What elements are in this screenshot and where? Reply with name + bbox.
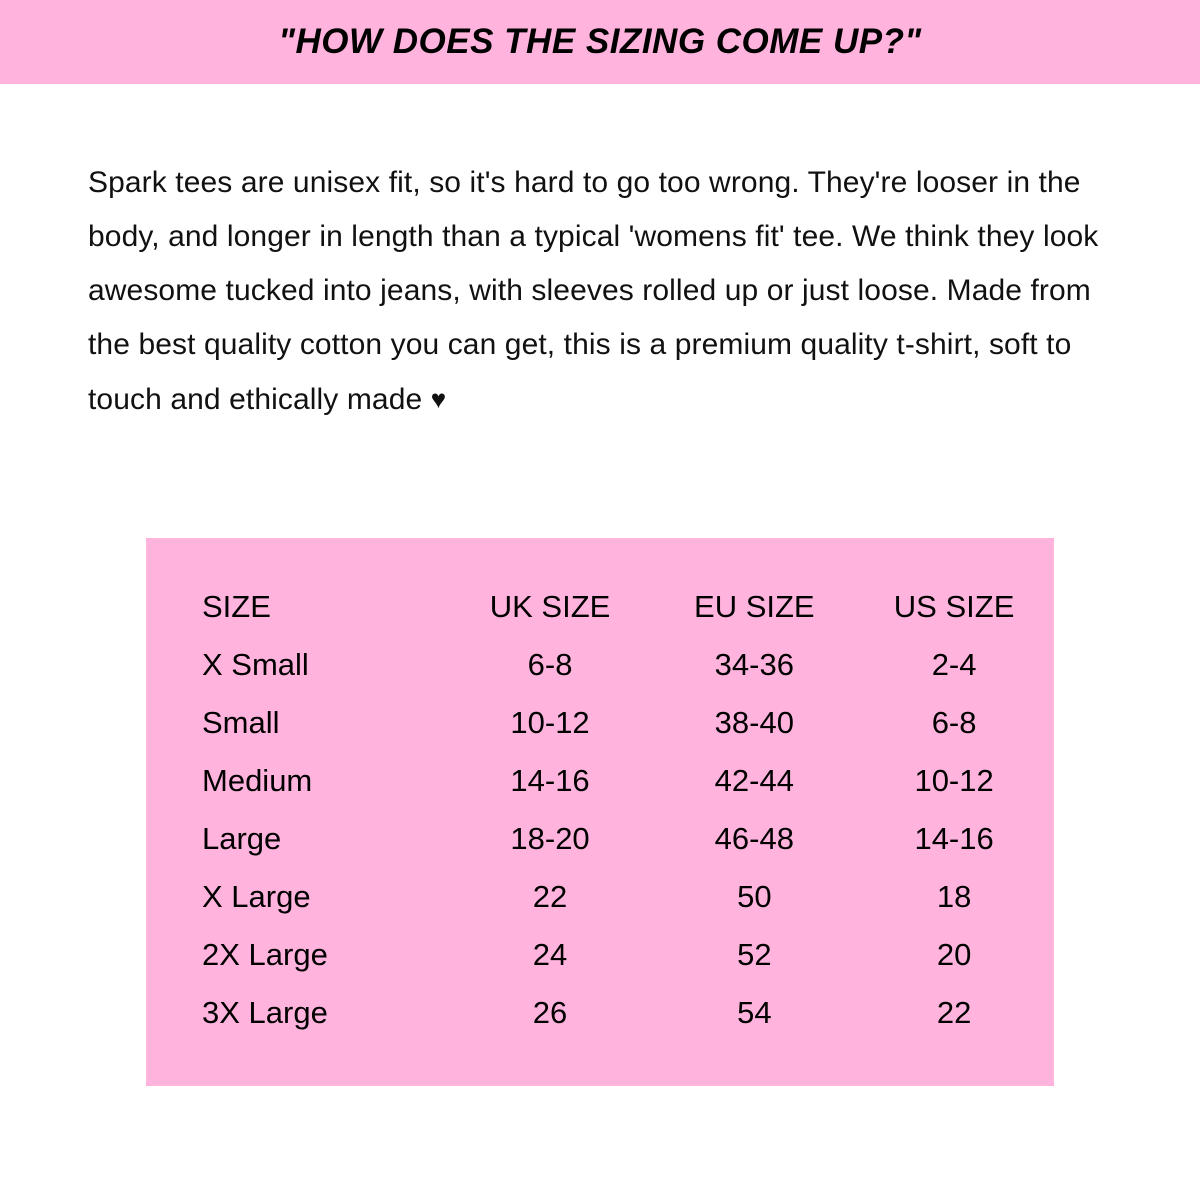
column-header-us-size: US SIZE	[893, 589, 1015, 624]
heart-icon: ♥	[430, 384, 447, 414]
page-title: "HOW DOES THE SIZING COME UP?"	[278, 22, 922, 61]
table-row	[146, 636, 1054, 694]
table-row	[146, 926, 1054, 984]
cell-size: Large	[202, 821, 282, 856]
column-header-eu-size: EU SIZE	[694, 589, 815, 624]
cell-eu: 38-40	[714, 705, 794, 740]
cell-size: 3X Large	[202, 995, 328, 1030]
cell-eu: 50	[737, 879, 772, 914]
cell-us: 14-16	[914, 821, 994, 856]
cell-eu: 46-48	[714, 821, 794, 856]
cell-us: 6-8	[931, 705, 977, 740]
cell-size: X Small	[202, 647, 309, 682]
column-header-size: SIZE	[202, 589, 271, 624]
size-table	[146, 578, 1054, 1042]
cell-size: Small	[202, 705, 280, 740]
table-row	[146, 984, 1054, 1042]
cell-uk: 10-12	[510, 705, 590, 740]
cell-eu: 52	[737, 937, 772, 972]
column-header-uk-size: UK SIZE	[489, 589, 611, 624]
table-row	[146, 868, 1054, 926]
cell-uk: 18-20	[510, 821, 590, 856]
table-row	[146, 752, 1054, 810]
cell-eu: 34-36	[714, 647, 794, 682]
description-paragraph	[88, 156, 1108, 427]
cell-us: 20	[936, 937, 972, 972]
cell-uk: 22	[532, 879, 568, 914]
cell-uk: 14-16	[510, 763, 590, 798]
cell-eu: 54	[737, 995, 772, 1030]
table-row	[146, 694, 1054, 752]
cell-size: X Large	[202, 879, 311, 914]
cell-us: 2-4	[931, 647, 977, 682]
cell-us: 18	[936, 879, 972, 914]
cell-size: 2X Large	[202, 937, 328, 972]
size-chart	[146, 538, 1054, 1086]
table-row	[146, 810, 1054, 868]
cell-uk: 6-8	[527, 647, 573, 682]
cell-us: 22	[936, 995, 972, 1030]
header-banner	[0, 0, 1200, 84]
cell-eu: 42-44	[714, 763, 794, 798]
cell-uk: 26	[532, 995, 568, 1030]
table-header-row	[146, 578, 1054, 636]
cell-size: Medium	[202, 763, 313, 798]
description-text: Spark tees are unisex fit, so it's hard to go too wrong. They're looser in the body, and longer in length than a typical 'womens fit' tee. We think they look awesome tucked into jeans, with sleeves rolled up or just loose. Made from the best quality cotton you can get, this is a premium quality t-shirt, soft to touch and ethically made	[88, 166, 1099, 416]
cell-uk: 24	[532, 937, 568, 972]
cell-us: 10-12	[914, 763, 994, 798]
